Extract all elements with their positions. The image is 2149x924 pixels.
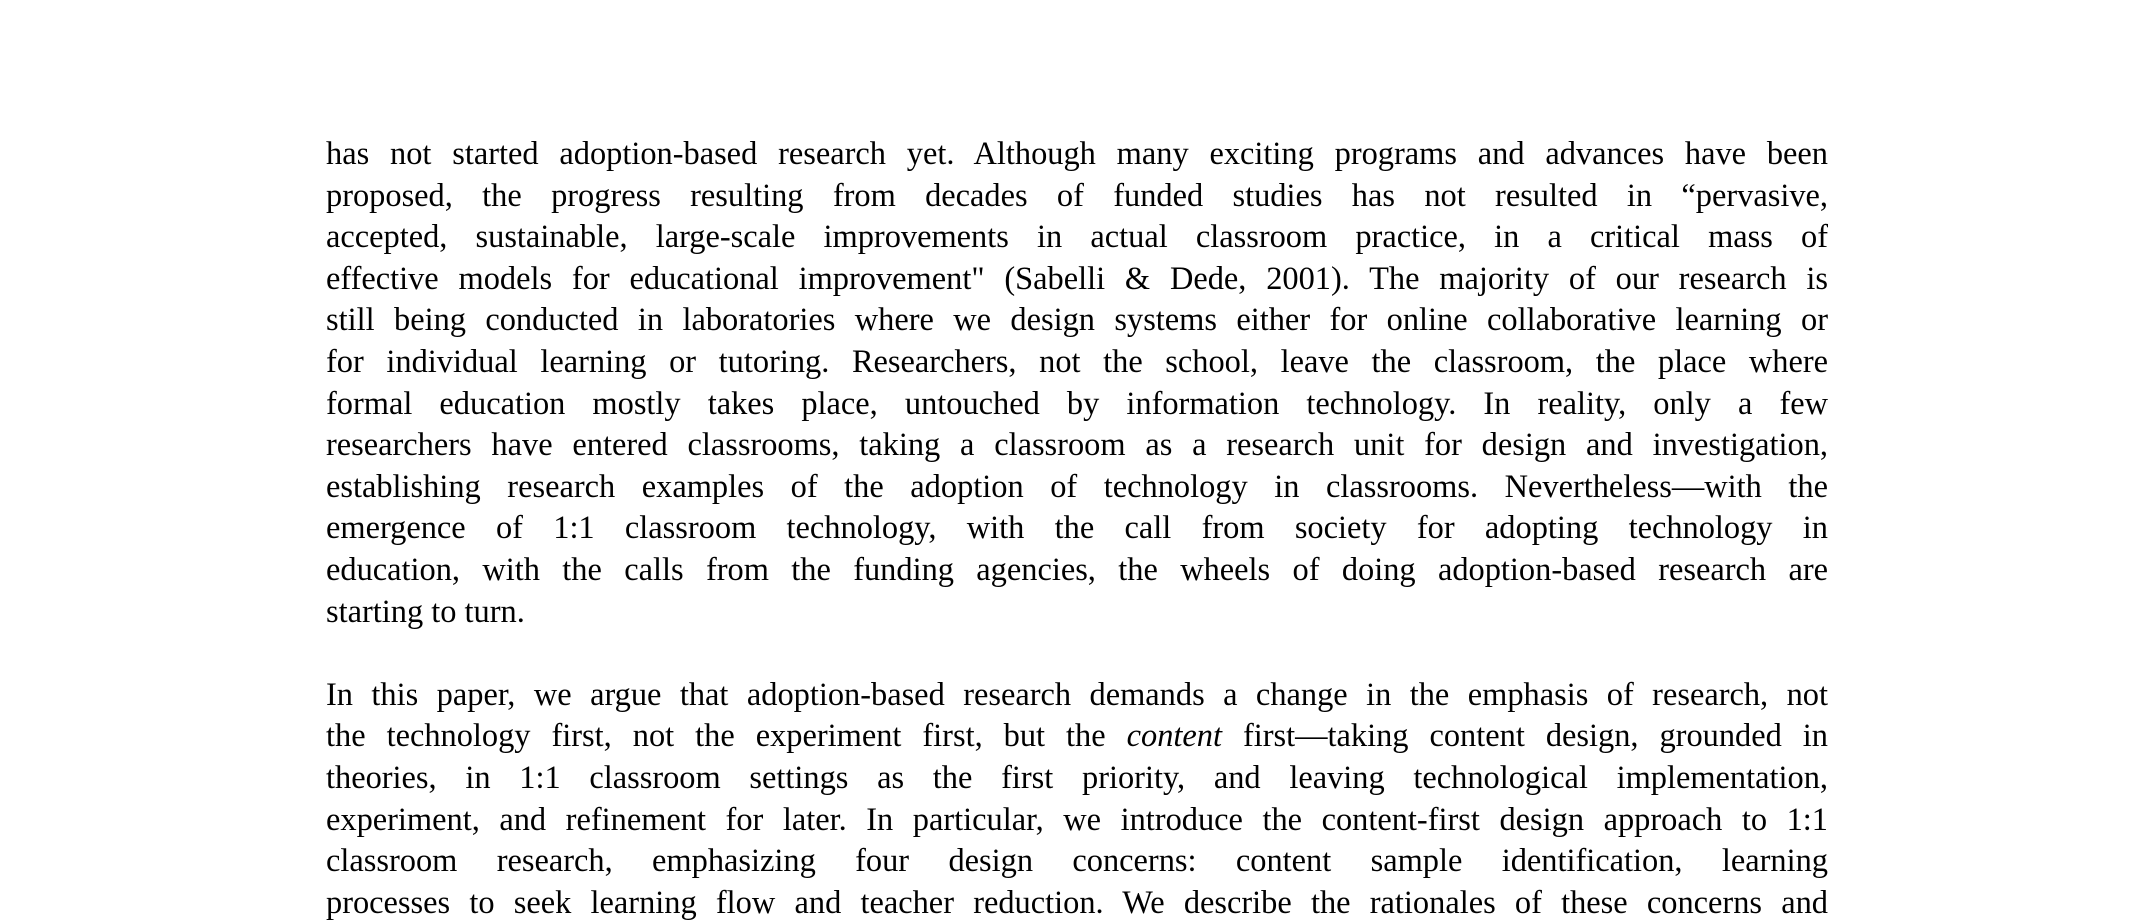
text-line: accepted, sustainable, large-scale improvements in actual classroom practice, in a critical mass of xyxy=(326,219,1828,256)
text-line: establishing research examples of the adoption of technology in classrooms. Nevertheless—with the xyxy=(326,468,1828,505)
text-segment: first—taking content design, grounded in xyxy=(1221,718,1828,755)
text-line: for individual learning or tutoring. Researchers, not the school, leave the classroom, the place where xyxy=(326,343,1828,380)
text-line: emergence of 1:1 classroom technology, with the call from society for adopting technology in xyxy=(326,510,1828,547)
text-line: has not started adoption-based research yet. Although many exciting programs and advances have been xyxy=(326,136,1828,172)
text-line: education, with the calls from the funding agencies, the wheels of doing adoption-based research are xyxy=(326,551,1828,588)
text-line: still being conducted in laboratories where we design systems either for online collaborative learning or xyxy=(326,302,1828,339)
text-line: formal education mostly takes place, untouched by information technology. In reality, only a few xyxy=(326,385,1828,422)
text-line: proposed, the progress resulting from decades of funded studies has not resulted in “pervasive, xyxy=(326,177,1828,214)
text-line: experiment, and refinement for later. In particular, we introduce the content-first design approach to 1:1 xyxy=(326,801,1828,838)
text-line-with-emphasis xyxy=(326,716,1828,758)
paragraph-1 xyxy=(326,134,1828,633)
text-line: processes to seek learning flow and teacher reduction. We describe the rationales of these concerns and xyxy=(326,884,1828,921)
text-line: researchers have entered classrooms, taking a classroom as a research unit for design and investigation, xyxy=(326,427,1828,464)
text-line: effective models for educational improvement" (Sabelli & Dede, 2001). The majority of our research is xyxy=(326,260,1828,297)
text-line: starting to turn. xyxy=(326,593,525,630)
text-line: classroom research, emphasizing four design concerns: content sample identification, learning xyxy=(326,843,1828,880)
paper-body xyxy=(326,134,1828,924)
text-line: theories, in 1:1 classroom settings as the first priority, and leaving technological implementation, xyxy=(326,759,1828,796)
paragraph-2 xyxy=(326,675,1828,924)
text-line: In this paper, we argue that adoption-based research demands a change in the emphasis of research, not xyxy=(326,676,1828,713)
text-segment: the technology first, not the experiment first, but the xyxy=(326,718,1127,755)
emphasized-word: content xyxy=(1126,718,1222,755)
